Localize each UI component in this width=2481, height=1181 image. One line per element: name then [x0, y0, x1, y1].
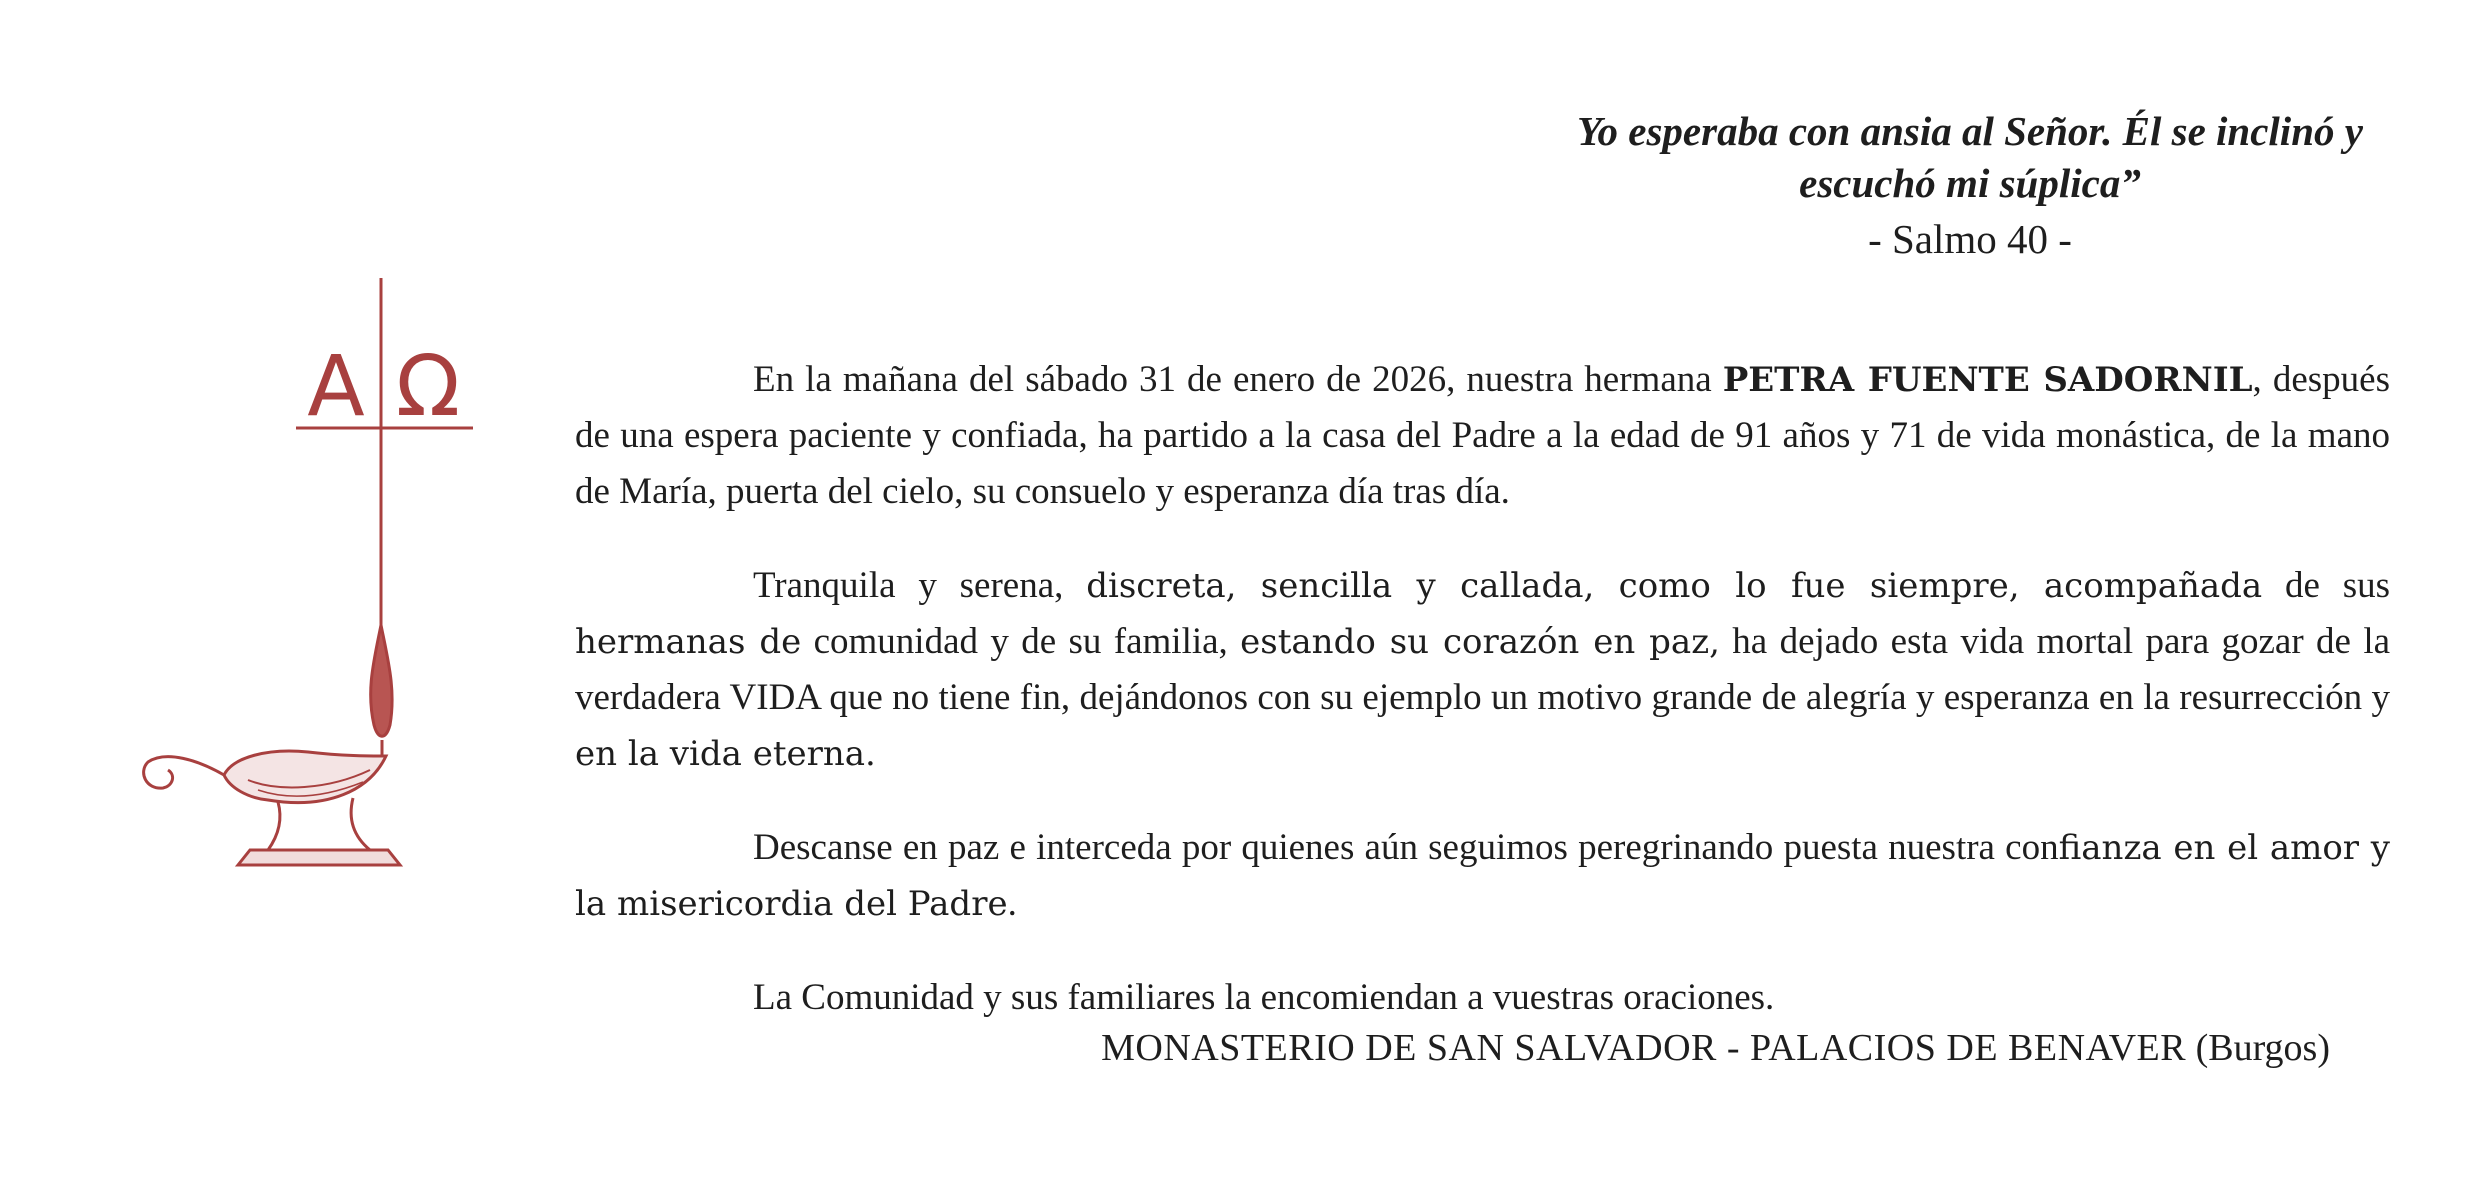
remembrance-text-6: estando su corazón en paz,	[1240, 622, 1720, 662]
epigraph-quote-line2: escuchó mi súplica”	[1799, 160, 2141, 206]
obituary-text	[575, 352, 2390, 1064]
alpha-omega-cross-icon	[296, 278, 473, 625]
remembrance-text-2: discreta, sencilla y callada, como lo fue siempre, acompañada	[1086, 566, 2263, 606]
oil-lamp-icon	[144, 625, 400, 865]
epigraph	[1560, 105, 2380, 265]
omega-letter: Ω	[395, 337, 461, 435]
alpha-omega-lamp-emblem	[138, 270, 503, 900]
remembrance-text-7: ha dejado esta vida mortal para gozar de la verdadera VIDA que no tiene fin, dejándonos con su ejemplo un motivo grande de alegría y esperanza en la resurrección y	[575, 621, 2391, 718]
epigraph-source: - Salmo 40 -	[1868, 216, 2072, 262]
prayer-text-3: .	[1007, 883, 1017, 924]
monastery-name: MONASTERIO DE SAN SALVADOR - PALACIOS DE BENAVER	[1101, 1027, 2187, 1069]
prayer-text-1: Descanse en paz e interceda por quienes aún seguimos peregrinando puesta nuestra con	[753, 827, 2059, 868]
alpha-letter: A	[307, 337, 365, 435]
paragraph-prayer	[575, 820, 2390, 932]
paragraph-announcement	[575, 352, 2390, 520]
remembrance-text-8: en la vida eterna.	[575, 734, 876, 774]
paragraph-remembrance	[575, 558, 2390, 782]
announcement-text-after: , después de una espera paciente y confiada, ha partido a la casa del Padre a la edad de 91 años y 71 de vida monástica, de la mano de María, puerta del cielo, su consuelo y esperanza día tras día.	[575, 359, 2390, 512]
epigraph-quote	[1560, 105, 2380, 209]
remembrance-text-3: de sus	[2262, 565, 2391, 606]
monastery-signature	[1101, 1020, 2330, 1076]
epigraph-quote-line1: Yo esperaba con ansia al Señor. Él se inclinó y	[1577, 108, 2363, 154]
announcement-text-before: En la mañana del sábado 31 de enero de 2026, nuestra hermana	[753, 359, 1723, 400]
prayer-text-2: fianza en el amor y la misericordia del Padre	[575, 828, 2391, 924]
remembrance-text-4: hermanas de	[575, 622, 802, 662]
deceased-name: PETRA FUENTE SADORNIL	[1722, 360, 2253, 400]
monastery-province: (Burgos)	[2195, 1027, 2330, 1069]
remembrance-text-5: comunidad y de su familia,	[801, 621, 1241, 662]
paragraph-community: La Comunidad y sus familiares la encomiendan a vuestras oraciones.	[753, 977, 1775, 1018]
remembrance-text-1: Tranquila y serena,	[753, 565, 1087, 606]
